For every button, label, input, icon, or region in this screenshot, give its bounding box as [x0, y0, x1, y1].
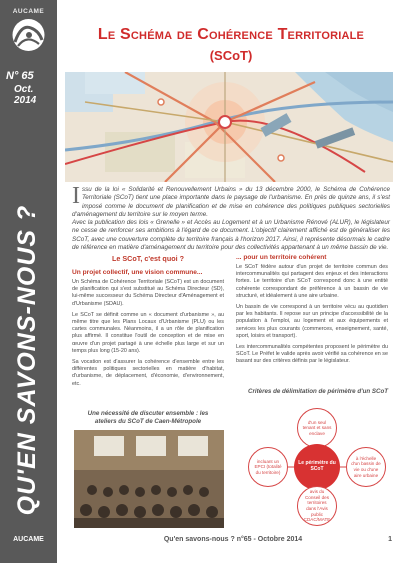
- workshop-photo: [74, 430, 224, 528]
- section-heading-scot: Le SCoT, c'est quoi ?: [112, 254, 184, 263]
- issue-number: N° 65: [6, 70, 34, 82]
- issue-year: 2014: [14, 95, 37, 106]
- issue-month: Oct.: [14, 84, 34, 95]
- right-column: [236, 254, 388, 370]
- perimeter-criteria-diagram: [244, 408, 390, 526]
- subheading-projet-collectif: Un projet collectif, une vision commune...: [72, 269, 203, 276]
- paragraph: Un bassin de vie correspond à un territoire vécu au quotidien par les habitants. Il repose sur un principe d'accessibilité de la population à l'emploi, au logement et aux équipements et services les plus courants (commerces, enseignement, santé, sport, loisirs et transport).: [236, 304, 388, 339]
- page-number: 1: [388, 536, 392, 543]
- intro-text: [72, 183, 390, 252]
- diagram-title: Critères de délimitation de périmètre d'un SCoT: [247, 388, 389, 395]
- intro-paragraph-2: Avec la publication des lois « Grenelle » et Accès au Logement et à un Urbanisme Rénové (ALUR), le législateur ne cesse de renforcer ses ambitions à l'égard de ce document. L'objectif clairement affiché est de généraliser les SCoT, avec une couverture complète du territoire français à l'horizon 2017. Ainsi, il représente désormais le cadre de référence en matière d'aménagement du territoire pour des collectivités appartenant à un même bassin de vie.: [72, 219, 390, 252]
- subheading-territoire-coherent: ... pour un territoire cohérent: [236, 254, 327, 261]
- photo-caption: Une nécessité de discuter ensemble : les ateliers du SCoT de Caen-Métropole: [87, 410, 209, 425]
- page-subtitle: (SCoT): [209, 48, 253, 63]
- paragraph: Le SCoT fédère autour d'un projet de territoire commun des intercommunalités qui partagent des enjeux et des interactions fortes. Le territoire d'un SCoT correspond donc à une entité cohérente correspondant de préférence à un bassin de vie structuré, et idéalement à une aire urbaine.: [236, 264, 388, 299]
- criterion-left: incluant un EPCI (totalité du territoire): [248, 447, 288, 487]
- sidebar: [0, 0, 57, 563]
- sidebar-footer-label: AUCAME: [13, 536, 44, 543]
- page-title: Le Schéma de Cohérence Territoriale: [97, 26, 365, 43]
- criterion-right: à l'échelle d'un bassin de vie ou d'une aire urbaine: [346, 447, 386, 487]
- criterion-top: d'un seul tenant et sans enclave: [297, 408, 337, 448]
- paragraph: Un Schéma de Cohérence Territoriale (SCoT) est un document de planification qui s'est substitué au Schéma Directeur (SD), lui-même successeur du Schéma Directeur d'Aménagement et d'Urbanisme (SDAU).: [72, 279, 224, 307]
- series-title: QU'EN SAVONS-NOUS ?: [13, 204, 41, 516]
- footer-publication: Qu'en savons-nous ? n°65 - Octobre 2014: [163, 536, 303, 543]
- dropcap: I: [72, 183, 80, 209]
- criterion-center: Le périmètre du SCoT: [294, 444, 340, 490]
- criterion-bottom: avis du Conseil des territoires dans l'Avis public CDAC/MATE: [297, 486, 337, 526]
- logo-emblem-icon: [9, 18, 48, 52]
- intro-paragraph-1: Issu de la loi « Solidarité et Renouvellement Urbains » du 13 décembre 2000, le Schéma de Cohérence Territoriale (SCoT) tient une place importante dans le paysage de l'urbanisme. En près de quinze ans, il s'est imposé comme le document de planification et de mise en cohérence des politiques publiques sectorielles d'aménagement du territoire sur le moyen terme.: [72, 183, 390, 218]
- logo-text: AUCAME: [12, 8, 45, 15]
- paragraph: Le SCoT se définit comme un « document d'urbanisme », au même titre que les Plans Locaux d'Urbanisme (PLU) ou les cartes communales. Néanmoins, il a un rôle de planification plus affirmé. Il constitue l'outil de conception et de mise en œuvre d'un projet partagé à une échelle plus large et sur un temps plus long (15-20 ans).: [72, 311, 224, 354]
- left-column: [72, 254, 224, 392]
- aucame-logo: [6, 8, 51, 56]
- paragraph: Sa vocation est d'assurer la cohérence d'ensemble entre les différentes politiques sectorielles en matière d'habitat, d'urbanisme, de déplacement, d'économie, d'environnement, etc.: [72, 359, 224, 387]
- map-illustration: [65, 72, 393, 182]
- paragraph: Les intercommunalités compétentes proposent le périmètre du SCoT. Le Préfet le valide après avoir vérifié sa cohérence en se basant sur des critères définis par le législateur.: [236, 344, 388, 365]
